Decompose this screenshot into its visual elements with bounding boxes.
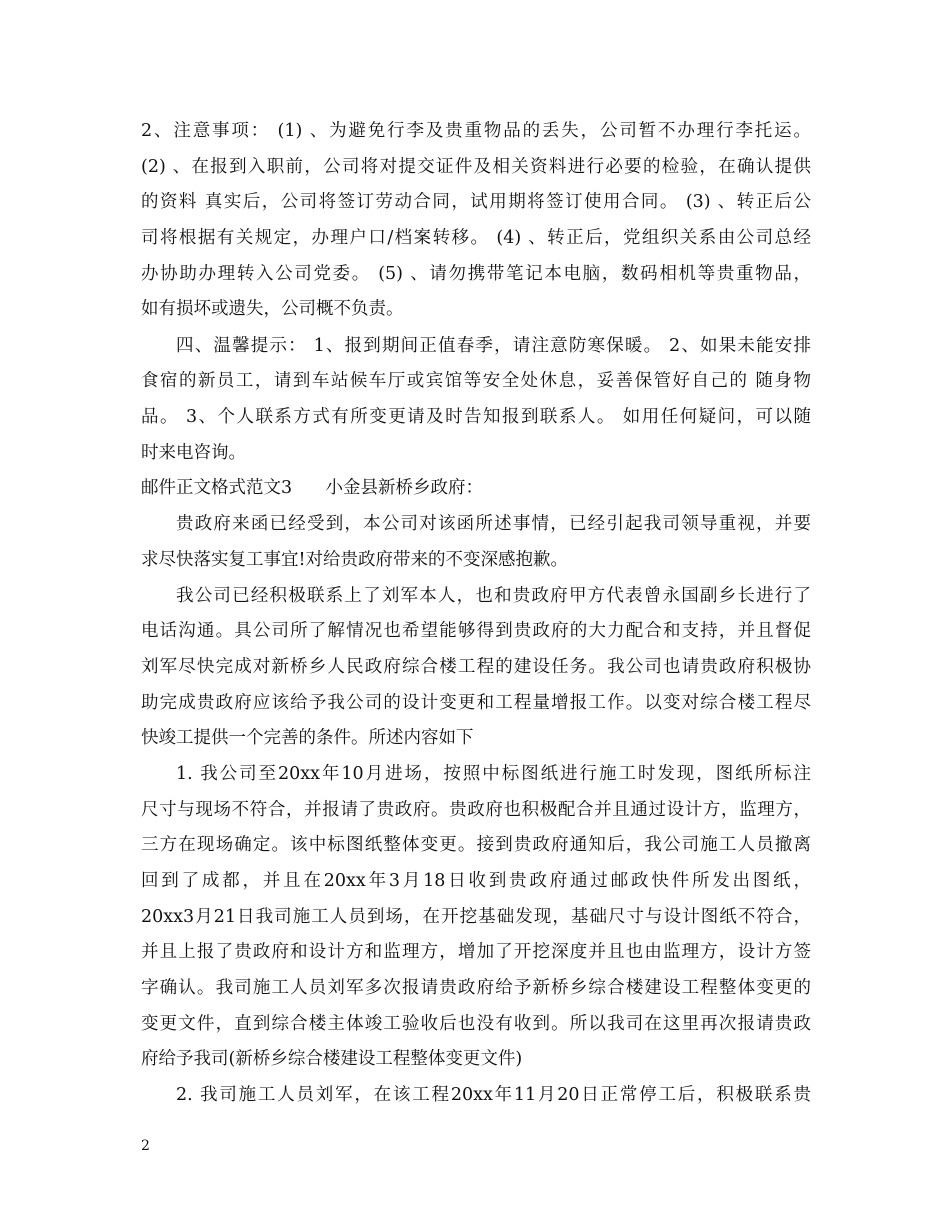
body-text-line: 1. 我公司至20xx年10月进场，按照中标图纸进行施工时发现，图纸所标注 [176,764,811,784]
body-text-line: 三方在现场确定。该中标图纸整体变更。接到贵政府通知后，我公司施工人员撤离 [141,835,811,855]
body-text-line: 求尽快落实复工事宜!对给贵政府带来的不变深感抱歉。 [141,550,569,570]
body-text-line: 2. 我司施工人员刘军，在该工程20xx年11月20日正常停工后，积极联系贵 [176,1085,811,1105]
body-text-line: 品。 3、个人联系方式有所变更请及时告知报到联系人。 如用任何疑问，可以随 [141,407,811,427]
body-text-line: 食宿的新员工，请到车站候车厅或宾馆等安全处休息，妥善保管好自己的 随身物 [141,371,811,391]
body-text-line: 时来电咨询。 [141,443,246,463]
body-text-line: 字确认。我司施工人员刘军多次报请贵政府给予新桥乡综合楼建设工程整体变更的 [141,978,811,998]
body-text-line: 我公司已经积极联系上了刘军本人，也和贵政府甲方代表曾永国副乡长进行了 [176,586,811,606]
body-text-line: 府给予我司(新桥乡综合楼建设工程整体变更文件) [141,1049,523,1069]
body-text-line: 司将根据有关规定，办理户口/档案转移。 (4) 、转正后，党组织关系由公司总经 [141,228,811,248]
body-text-line: 电话沟通。具公司所了解情况也希望能够得到贵政府的大力配合和支持，并且督促 [141,621,811,641]
body-text-line: 刘军尽快完成对新桥乡人民政府综合楼工程的建设任务。我公司也请贵政府积极协 [141,657,811,677]
body-text-line: 回到了成都，并且在20xx年3月18日收到贵政府通过邮政快件所发出图纸， [141,871,811,891]
page-number: 2 [141,1138,150,1154]
body-text-line: 快竣工提供一个完善的条件。所述内容如下 [141,728,474,748]
body-text-line: 助完成贵政府应该给予我公司的设计变更和工程量增报工作。以变对综合楼工程尽 [141,693,811,713]
body-text-line: 尺寸与现场不符合，并报请了贵政府。贵政府也积极配合并且通过设计方，监理方， [141,800,811,820]
body-text-line: 20xx3月21日我司施工人员到场，在开挖基础发现，基础尺寸与设计图纸不符合， [141,907,811,927]
section-heading: 邮件正文格式范文3 小金县新桥乡政府： [141,478,484,498]
body-text-line: 贵政府来函已经受到，本公司对该函所述事情，已经引起我司领导重视，并要 [176,514,811,534]
body-text-line: (2) 、在报到入职前，公司将对提交证件及相关资料进行必要的检验，在确认提供 [141,157,811,177]
body-text-line: 的资料 真实后，公司将签订劳动合同，试用期将签订使用合同。 (3) 、转正后公 [141,192,811,212]
body-text-line: 并且上报了贵政府和设计方和监理方，增加了开挖深度并且也由监理方，设计方签 [141,942,811,962]
body-text-line: 变更文件，直到综合楼主体竣工验收后也没有收到。所以我司在这里再次报请贵政 [141,1014,811,1034]
body-text-line: 2、注意事项： (1) 、为避免行李及贵重物品的丢失，公司暂不办理行李托运。 [141,121,811,141]
body-text-line: 四、温馨提示： 1、报到期间正值春季，请注意防寒保暖。 2、如果未能安排 [176,336,811,356]
body-text-line: 如有损坏或遗失，公司概不负责。 [141,299,404,319]
body-text-line: 办协助办理转入公司党委。 (5) 、请勿携带笔记本电脑，数码相机等贵重物品， [141,264,811,284]
